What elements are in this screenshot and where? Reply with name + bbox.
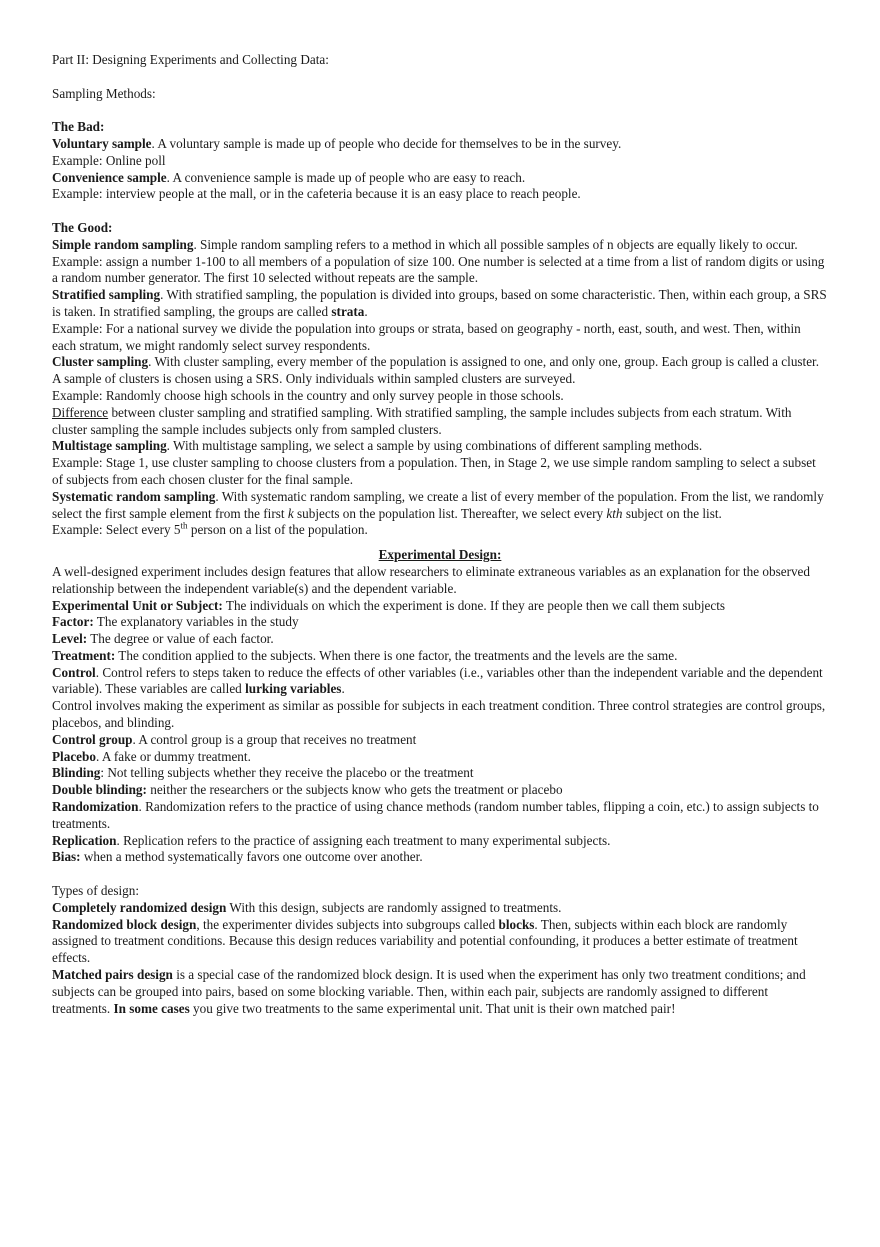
sampling-heading: Sampling Methods: (52, 85, 156, 101)
srs-definition: Simple random sampling. Simple random sampling refers to a method in which all possible samples of n objects are equally likely to occur. (52, 236, 798, 252)
replication-definition: Replication. Replication refers to the practice of assigning each treatment to many experimental subjects. (52, 832, 611, 848)
voluntary-example: Example: Online poll (52, 152, 166, 168)
completely-randomized-design: Completely randomized design With this design, subjects are randomly assigned to treatments. (52, 899, 562, 915)
multistage-definition: Multistage sampling. With multistage sampling, we select a sample by using combinations of different sampling methods. (52, 438, 703, 454)
level-definition: Level: The degree or value of each factor. (52, 631, 274, 647)
placebo-definition: Placebo. A fake or dummy treatment. (52, 748, 251, 764)
srs-example: Example: assign a number 1-100 to all members of a population of size 100. One number is selected at a time from a list of random digits or using a random number generator. The first 10 selected without repeats are the sample. (52, 253, 825, 286)
document-page (52, 52, 828, 1017)
difference-note: Difference between cluster sampling and stratified sampling. With stratified sampling, the sample includes subjects from each stratum. With cluster sampling the sample includes subjects only from sampled clusters. (52, 404, 792, 437)
systematic-example: Example: Select every 5th person on a list of the population. (52, 520, 368, 538)
control-definition: Control. Control refers to steps taken to reduce the effects of other variables (i.e., variables other than the independent variable and the dependent variable). These variables are called lurking variables. (52, 664, 823, 697)
double-blinding-definition: Double blinding: neither the researchers or the subjects know who gets the treatment or placebo (52, 782, 563, 798)
cluster-definition: Cluster sampling. With cluster sampling, every member of the population is assigned to one, and only one, group. Each group is called a cluster. A sample of clusters is chosen using a SRS. Only individuals within sampled clusters are surveyed. (52, 354, 820, 387)
factor-definition: Factor: The explanatory variables in the study (52, 614, 299, 630)
cluster-example: Example: Randomly choose high schools in the country and only survey people in those schools. (52, 387, 564, 403)
control-note: Control involves making the experiment as similar as possible for subjects in each treatment condition. Three control strategies are control groups, placebos, and blinding. (52, 698, 826, 731)
experimental-unit: Experimental Unit or Subject: The individuals on which the experiment is done. If they are people then we call them subjects (52, 597, 726, 613)
part-title: Part II: Designing Experiments and Collecting Data: (52, 52, 329, 67)
control-group-definition: Control group. A control group is a group that receives no treatment (52, 731, 417, 747)
convenience-sample: Convenience sample. A convenience sample is made up of people who are easy to reach. (52, 169, 526, 185)
convenience-example: Example: interview people at the mall, or in the cafeteria because it is an easy place to reach people. (52, 186, 581, 202)
bias-definition: Bias: when a method systematically favors one outcome over another. (52, 849, 423, 865)
randomization-definition: Randomization. Randomization refers to the practice of using chance methods (random number tables, flipping a coin, etc.) to assign subjects to treatments. (52, 799, 819, 831)
experimental-intro: A well-designed experiment includes design features that allow researchers to eliminate extraneous variables as an explanation for the observed relationship between the independent variable(s) and the dependent variable. (52, 563, 811, 596)
systematic-definition: Systematic random sampling. With systematic random sampling, we create a list of every member of the population. From the list, we randomly select the first sample element from the first k subjects on the population list. Thereafter, we select every kth subject on the list. (52, 488, 824, 521)
stratified-definition: Stratified sampling. With stratified sampling, the population is divided into groups, based on some characteristic. Then, within each group, a SRS is taken. In stratified sampling, the groups are called strata. (52, 287, 827, 319)
voluntary-sample: Voluntary sample. A voluntary sample is made up of people who decide for themselves to be in the survey. (52, 135, 622, 151)
randomized-block-design: Randomized block design, the experimenter divides subjects into subgroups called blocks. Then, subjects within each block are randomly assigned to treatment conditions. Because this design reduces variability and potential confounding, it produces a better estimate of treatment effects. (52, 916, 798, 966)
treatment-definition: Treatment: The condition applied to the subjects. When there is one factor, the treatments and the levels are the same. (52, 647, 678, 663)
blinding-definition: Blinding: Not telling subjects whether they receive the placebo or the treatment (52, 765, 474, 781)
stratified-example: Example: For a national survey we divide the population into groups or strata, based on geography - north, east, south, and west. Then, within each stratum, we might randomly select survey respondents. (52, 320, 801, 353)
experimental-design-heading: Experimental Design: (378, 547, 502, 563)
types-heading: Types of design: (52, 883, 139, 899)
matched-pairs-design: Matched pairs design is a special case of the randomized block design. It is used when the experiment has only two treatment conditions; and subjects can be grouped into pairs, based on some blocking variable. Then, within each pair, subjects are randomly assigned to different treatments. In some cases you give two treatments to the same experimental unit. That unit is their own matched pair! (52, 967, 806, 1016)
good-heading: The Good: (52, 219, 113, 235)
bad-heading: The Bad: (52, 119, 105, 135)
multistage-example: Example: Stage 1, use cluster sampling to choose clusters from a population. Then, in Stage 2, we use simple random sampling to select a subset of subjects from each chosen cluster for the final sample. (52, 455, 816, 487)
